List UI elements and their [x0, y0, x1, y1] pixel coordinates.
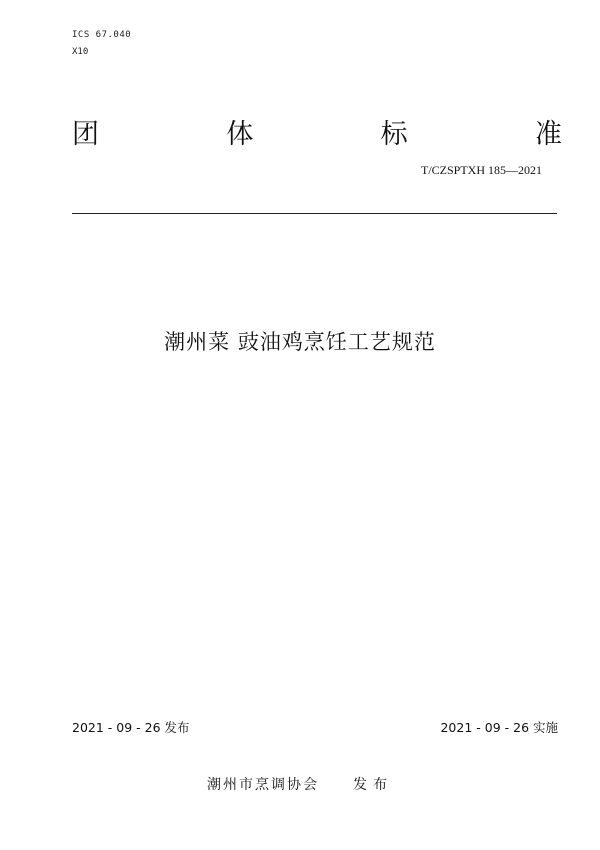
header-divider [72, 213, 557, 214]
issue-action: 发布 [353, 777, 393, 793]
ics-code: ICS 67.040 [72, 30, 132, 40]
issuing-organization: 潮州市烹调协会 [207, 777, 319, 793]
standard-type-heading [72, 112, 562, 151]
publish-date: 2021 - 09 - 26 发布 [72, 720, 190, 735]
issuer-line [0, 774, 600, 794]
standard-type-char: 标 [380, 119, 408, 150]
standard-type-char: 团 [72, 119, 99, 150]
standard-number: T/CZSPTXH 185—2021 [420, 163, 542, 177]
standard-type-char: 体 [226, 119, 254, 150]
standard-type-char: 准 [534, 119, 562, 150]
ccs-code: X10 [72, 47, 89, 57]
document-title: 潮州菜 豉油鸡烹饪工艺规范 [164, 330, 436, 354]
implementation-date: 2021 - 09 - 26 实施 [440, 720, 558, 735]
